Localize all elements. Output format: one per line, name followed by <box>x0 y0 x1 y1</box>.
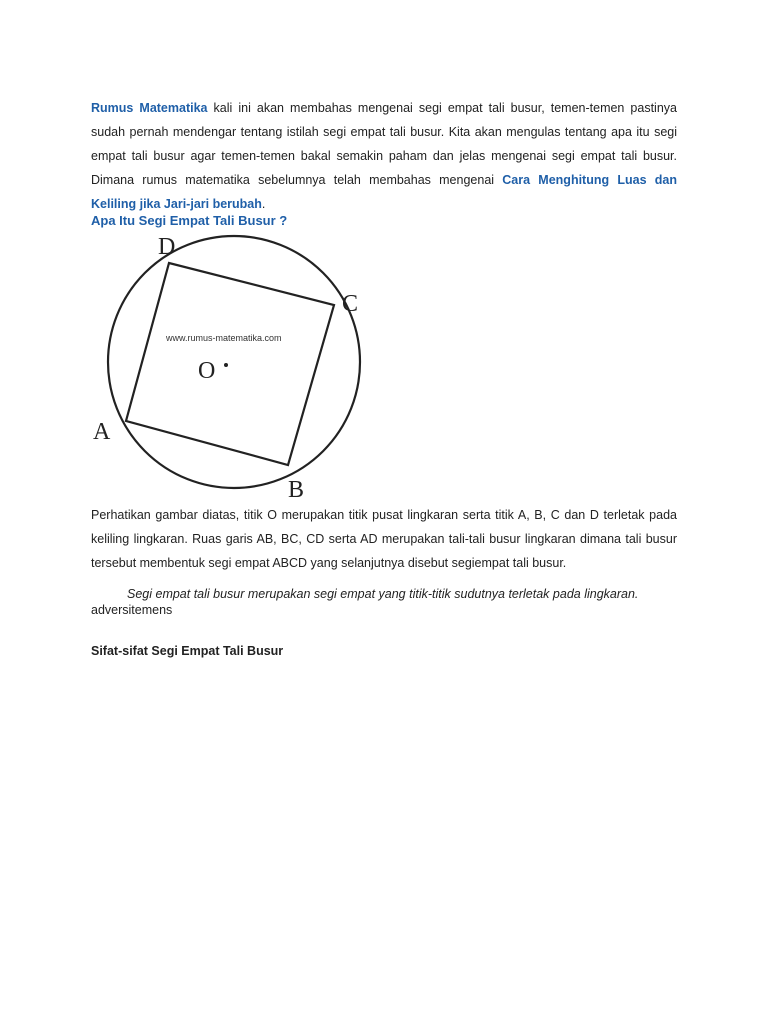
label-c: C <box>342 291 359 317</box>
figure-watermark: www.rumus-matematika.com <box>166 333 282 343</box>
label-a: A <box>93 419 111 445</box>
label-d: D <box>158 234 176 260</box>
section-heading-apa-itu: Apa Itu Segi Empat Tali Busur ? <box>91 213 288 228</box>
definition-quote: Segi empat tali busur merupakan segi empat yang titik-titik sudutnya terletak pada lingkaran. <box>127 587 639 601</box>
intro-paragraph <box>91 96 677 216</box>
advertisement-label: adversitemens <box>91 603 173 617</box>
label-b: B <box>288 477 305 503</box>
center-point-o <box>224 363 228 367</box>
cyclic-quadrilateral-diagram <box>91 227 381 507</box>
rumus-matematika-link[interactable]: Rumus Matematika <box>91 101 208 115</box>
cara-menghitung-link[interactable]: Cara Menghitung Luas dan Keliling jika Jari-jari berubah <box>91 173 677 211</box>
explanation-paragraph: Perhatikan gambar diatas, titik O merupakan titik pusat lingkaran serta titik A, B, C dan D terletak pada keliling lingkaran. Ruas garis AB, BC, CD serta AD merupakan tali-tali busur lingkaran dimana tali busur tersebut membentuk segi empat ABCD yang selanjutnya disebut segiempat tali busur. <box>91 508 677 570</box>
intro-text: kali ini akan membahas mengenai segi empat tali busur, temen-temen pastinya sudah pernah mendengar tentang istilah segi empat tali busur. Kita akan mengulas tentang apa itu segi empat tali busur agar temen-temen bakal semakin paham dan jelas mengenai segi empat tali busur. Dimana rumus matematika sebelumnya telah membahas mengenai <box>91 101 677 187</box>
section-heading-sifat: Sifat-sifat Segi Empat Tali Busur <box>91 644 284 658</box>
intro-text-end: . <box>261 197 266 211</box>
explanation-block <box>91 503 677 575</box>
cyclic-quadrilateral-figure <box>91 227 381 507</box>
quadrilateral-abcd <box>126 263 334 465</box>
label-o: O <box>198 358 216 384</box>
article-intro <box>91 96 677 230</box>
